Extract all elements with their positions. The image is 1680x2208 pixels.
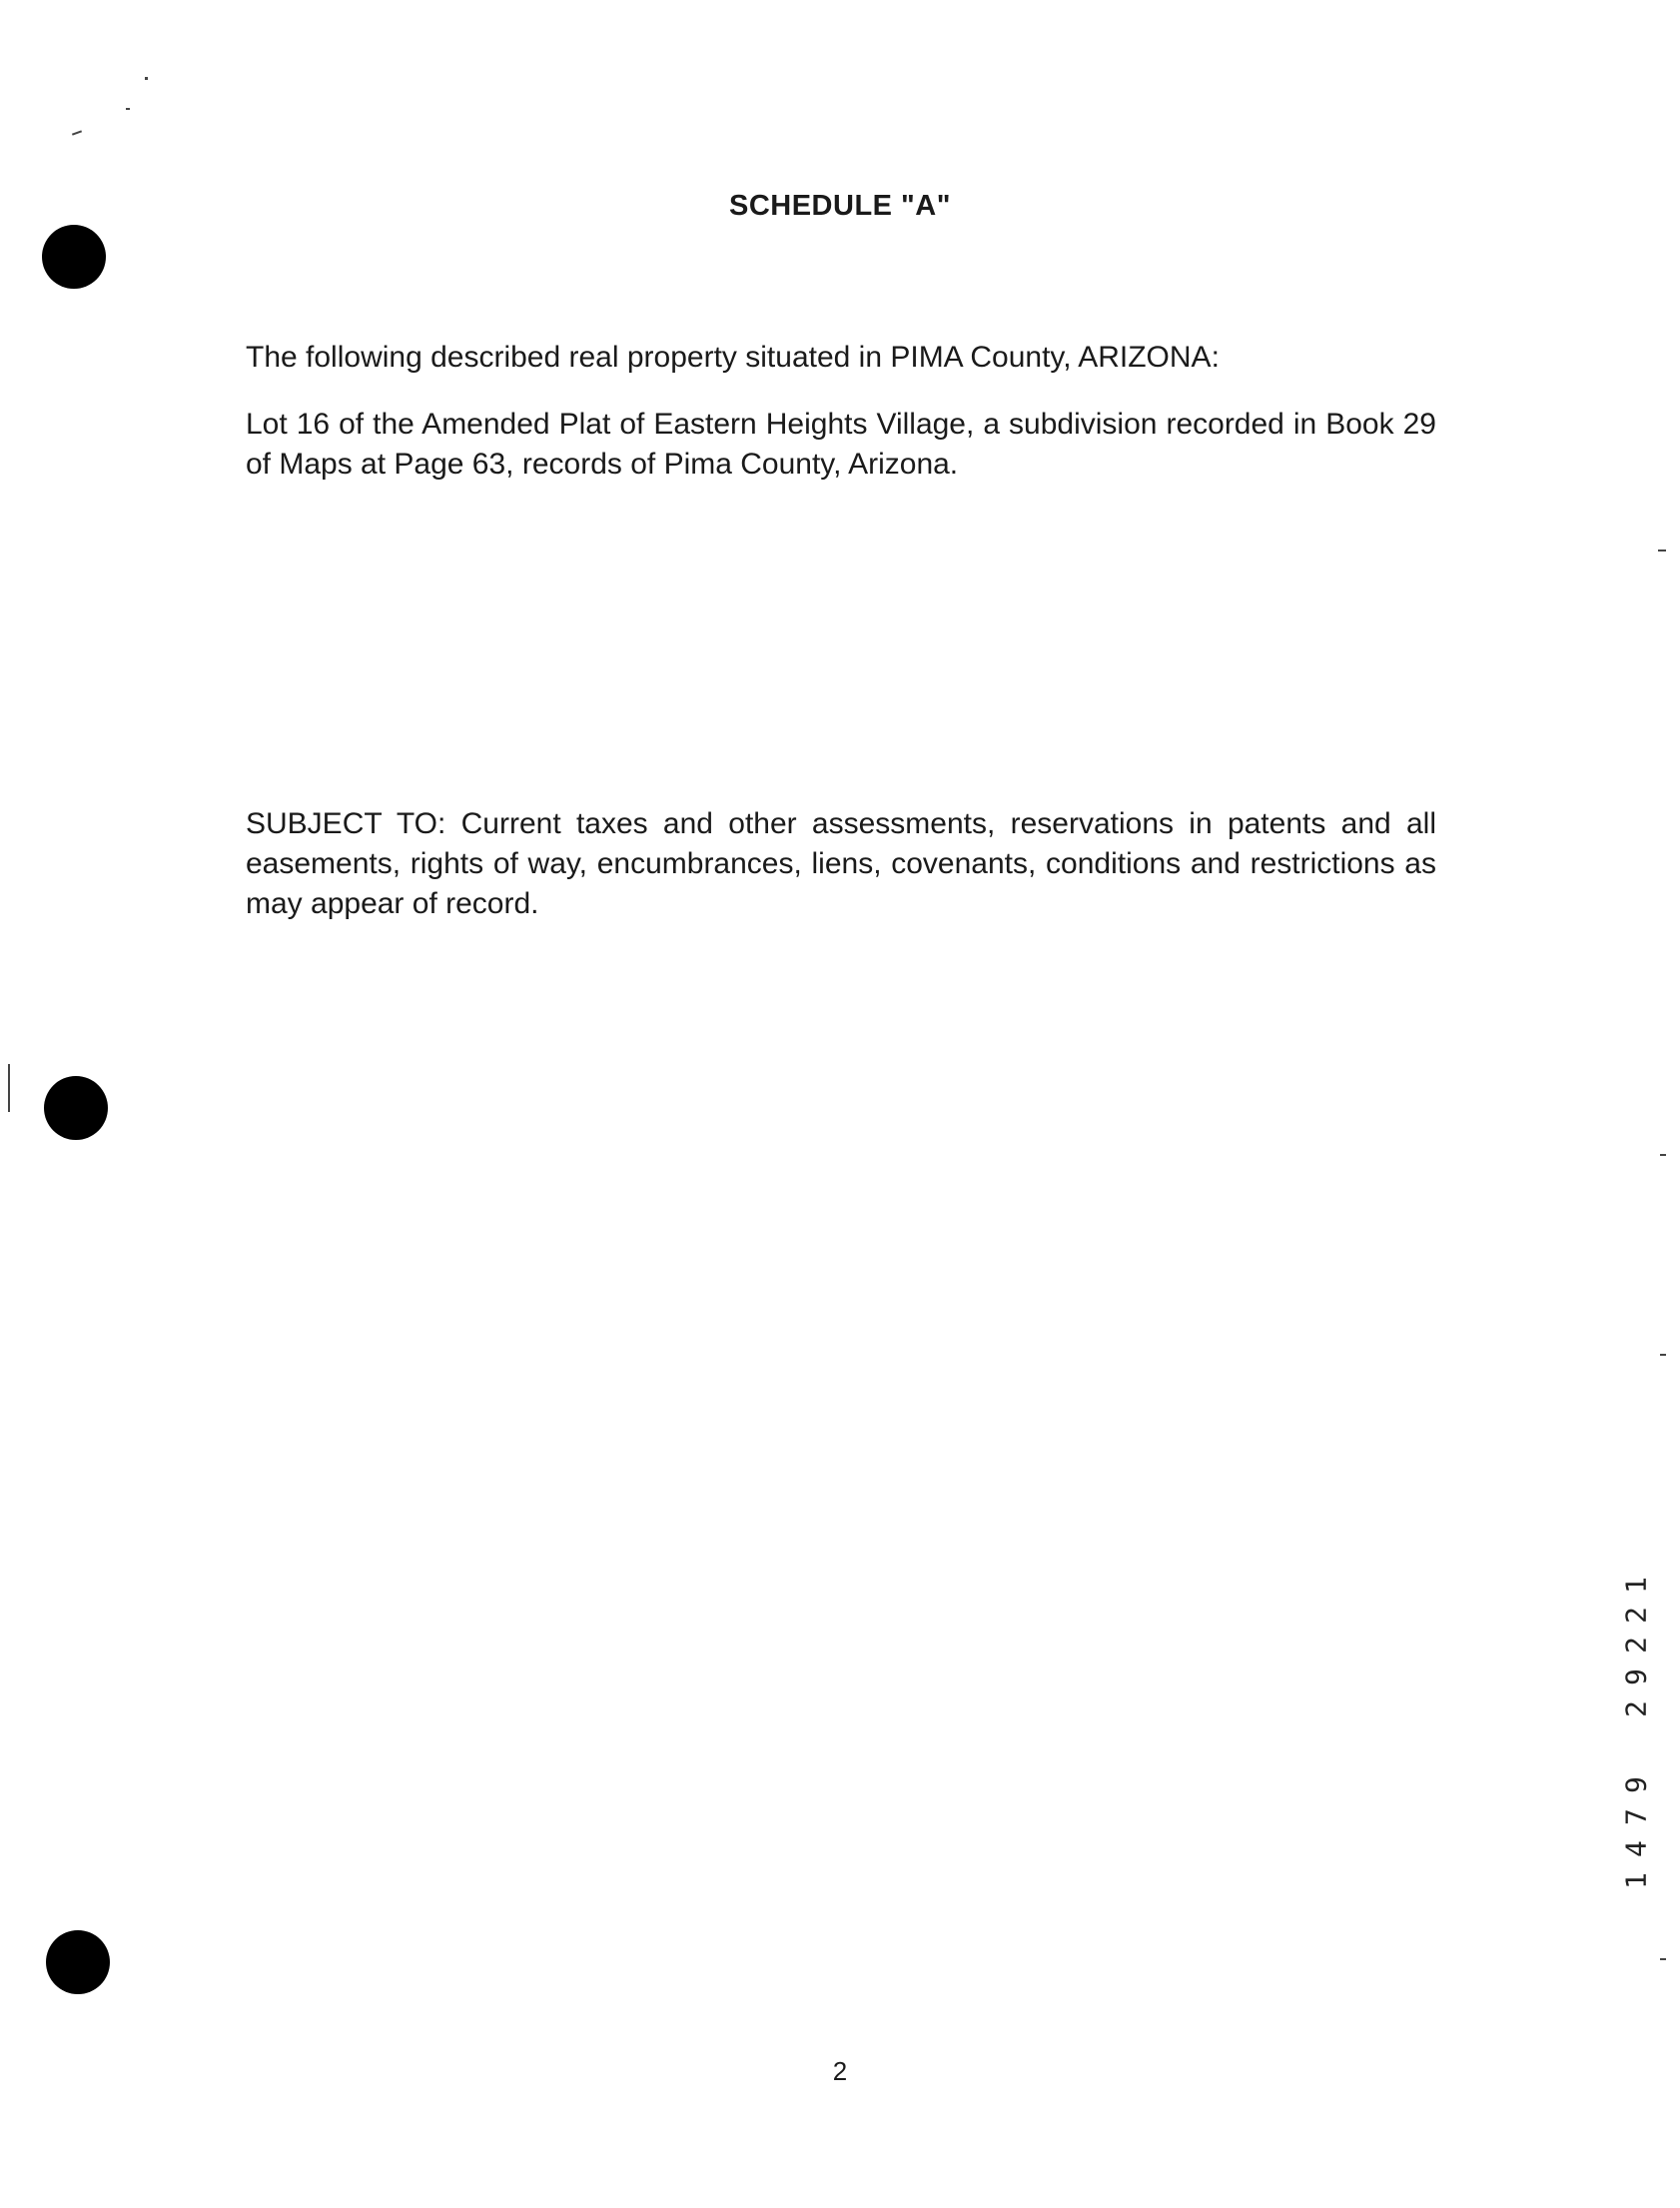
page-number: 2 xyxy=(832,2056,848,2086)
scan-speck xyxy=(72,130,82,135)
scan-speck xyxy=(1660,1958,1666,1960)
punch-hole-top xyxy=(42,225,106,289)
stamp-digit: 9 xyxy=(1619,1668,1653,1685)
schedule-title: SCHEDULE "A" xyxy=(728,190,951,222)
stamp-digit: 2 xyxy=(1619,1637,1653,1654)
subject-to-paragraph: SUBJECT TO: Current taxes and other assessments, reservations in patents and all easements, rights of way, encumbrances, liens, covenants, conditions and restrictions as may appear of record. xyxy=(246,807,1436,920)
stamp-digit: 2 xyxy=(1619,1607,1653,1624)
stamp-digit: 4 xyxy=(1619,1840,1653,1857)
recording-number-stamp xyxy=(1616,1569,1656,1908)
punch-hole-middle xyxy=(44,1076,108,1140)
scan-mark-left xyxy=(8,1064,10,1112)
scan-speck xyxy=(1660,1354,1666,1356)
stamp-digit: 1 xyxy=(1619,1577,1653,1594)
punch-hole-bottom xyxy=(46,1930,110,1994)
stamp-digit: 2 xyxy=(1619,1700,1653,1717)
stamp-digit: 9 xyxy=(1619,1776,1653,1793)
scan-speck xyxy=(1660,1154,1666,1156)
scan-speck xyxy=(1658,550,1666,552)
scan-speck xyxy=(145,77,148,80)
stamp-digit: 7 xyxy=(1619,1808,1653,1825)
legal-description-paragraph: Lot 16 of the Amended Plat of Eastern Heights Village, a subdivision recorded in Book 29 of Maps at Page 63, records of Pima County, Arizona. xyxy=(246,408,1436,481)
scan-speck xyxy=(126,108,130,110)
stamp-digit: 1 xyxy=(1619,1872,1653,1889)
property-intro-paragraph: The following described real property situated in PIMA County, ARIZONA: xyxy=(246,341,1220,374)
